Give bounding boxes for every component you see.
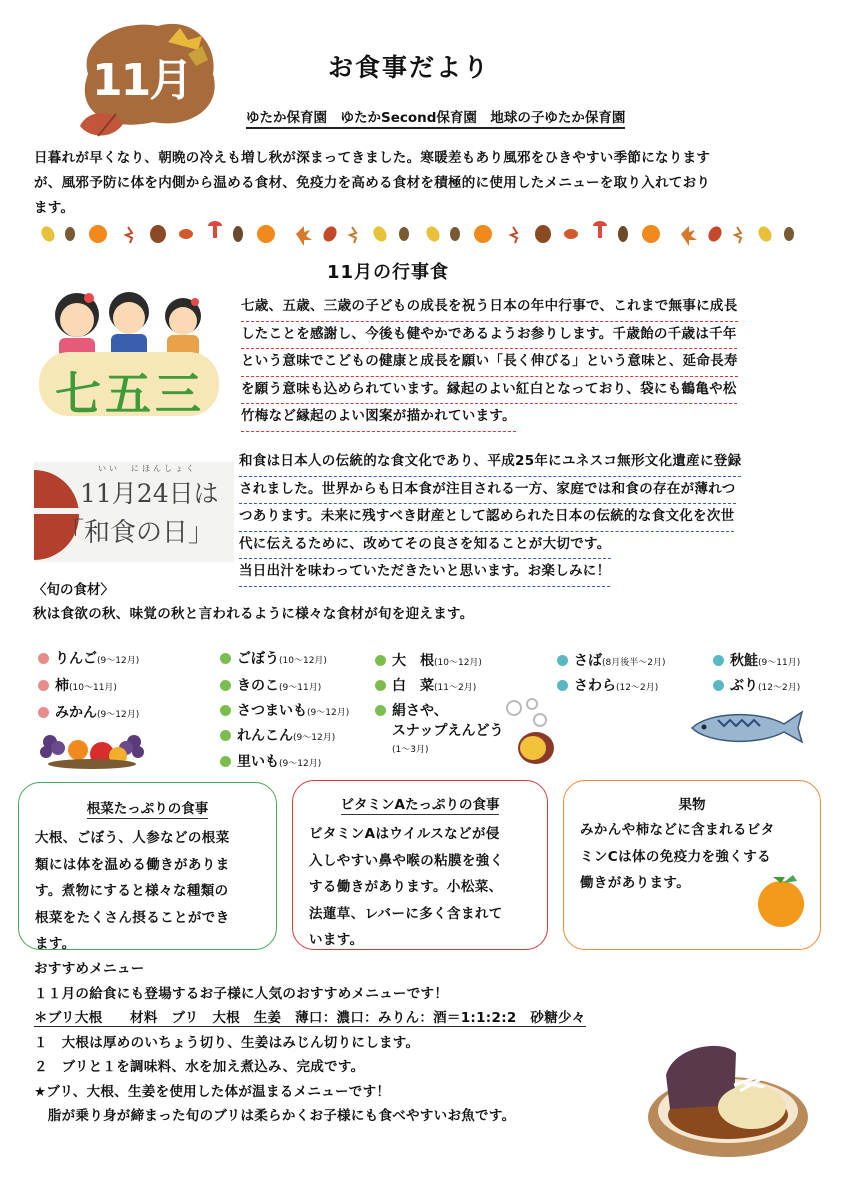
food-item-burdock: ごぼう(10～12月) (220, 648, 327, 668)
washoku-ruby: いい にほんしょく (98, 464, 197, 473)
food-item-lotus-root: れんこん(9～12月) (220, 725, 335, 745)
info-box-vitamin-a (292, 780, 548, 950)
autumn-leaf-border (40, 221, 810, 247)
baked-sweet-potato-icon (500, 698, 558, 768)
food-item-autumn-salmon: 秋鮭(9～11月) (713, 650, 800, 670)
food-item-persimmon: 柿(10～11月) (38, 675, 117, 695)
school-names: ゆたか保育園 ゆたかSecond保育園 地球の子ゆたか保育園 (246, 106, 625, 126)
info-box-title: 根菜たっぷりの食事 (86, 801, 209, 817)
shichigosan-text: 七歳、五歳、三歳の子どもの成長を祝う日本の年中行事で、これまで無事に成長 したことを感謝し、今後も健やかであるようお参りします。千歳飴の千歳は千年 という意味でこどもの健康と成長を願い「長く伸びる」という意味と、延命長寿 を願う意味も込められています。縁起のよい紅白となっており、袋にも鶴亀や松 竹梅など縁起のよい図案が描かれています。 (241, 294, 811, 432)
info-box-fruit (563, 780, 821, 950)
washoku-day-name: 「和食の日」 (58, 518, 215, 548)
intro-text: 日暮れが早くなり、朝晩の冷えも増し秋が深まってきました。寒暖差もあり風邪をひきやすい季節になります が、風邪予防に体を内側から温める食材、免疫力を高める食材を積極的に使用したメニューを取り入れており ます。 (34, 150, 711, 216)
mikan-icon (752, 873, 810, 929)
food-item-snow-pea: 絹さや、 (375, 700, 448, 720)
seasonal-heading: 〈旬の食材〉 (33, 582, 114, 598)
food-item-spanish-mackerel: さわら(12～2月) (557, 675, 658, 695)
event-heading: 11月の行事食 (327, 262, 450, 283)
month-badge: 11月 (92, 55, 192, 106)
shichigosan-badge: 七五三 (55, 367, 205, 421)
food-item-mikan: みかん(9～12月) (38, 702, 139, 722)
washoku-text: 和食は日本人の伝統的な食文化であり、平成25年にユネスコ無形文化遺産に登録 されました。世界からも日本食が注目される一方、家庭では和食の存在が薄れつ つあります。未来に残すべき財産として認められた日本の伝統的な食文化を次世 代に伝えるために、改めてその良さを知ることが大切です。 当日出汁を味わっていただきたいと思います。お楽しみに！ (239, 449, 809, 587)
food-item-daikon: 大 根(10～12月) (375, 650, 482, 670)
info-box-body: ビタミンAはウイルスなどが侵 入しやすい鼻や喉の粘膜を強く する働きがあります。小松菜、 法蓮草、レバーに多く含まれて います。 (309, 826, 504, 948)
food-item-mushroom: きのこ(9～11月) (220, 675, 321, 695)
buri-daikon-dish-illustration (644, 1035, 812, 1160)
info-box-title: 果物 (678, 797, 706, 813)
menu-heading: おすすめメニュー (34, 961, 145, 977)
food-item-napa-cabbage: 白 菜(11～2月) (375, 675, 476, 695)
fruit-basket-illustration (38, 724, 148, 770)
info-box-body: みかんや柿などに含まれるビタ ミンCは体の免疫力を強くする 働きがあります。 (580, 822, 775, 891)
food-item-snap-pea: スナップえんどう (392, 723, 504, 739)
page-title: お食事だより (328, 53, 491, 82)
food-item-snap-pea-period: (1～3月) (392, 745, 429, 755)
food-item-apple: りんご(9～12月) (38, 648, 139, 668)
info-box-body: 大根、ごぼう、人参などの根菜 類には体を温める働きがありま す。煮物にすると様々な種類の 根菜をたくさん摂ることができ ます。 (35, 830, 230, 952)
food-item-yellowtail: ぶり(12～2月) (713, 675, 800, 695)
food-item-taro: 里いも(9～12月) (220, 751, 321, 771)
info-box-root-vegetables (18, 782, 277, 950)
seasonal-desc: 秋は食欲の秋、味覚の秋と言われるように様々な食材が旬を迎えます。 (33, 606, 474, 622)
food-item-mackerel: さば(8月後半～2月) (557, 650, 665, 670)
food-item-sweet-potato: さつまいも(9～12月) (220, 700, 349, 720)
info-box-title: ビタミンAたっぷりの食事 (340, 797, 500, 813)
washoku-date: 11月24日は (80, 479, 219, 508)
recommended-menu: おすすめメニュー １１月の給食にも登場するお子様に人気のおすすめメニューです！ ＊ブリ大根 材料 ブリ 大根 生姜 薄口：濃口：みりん：酒＝1:1:2:2 砂糖少々 １ 大根は厚めのいちょう切り、生姜はみじん切りにします。 ２ ブリと１を調味料、水を加え煮込み、完成です。 ★ブリ、大根、生姜を使用した体が温まるメニューです！ 脂が乗り身が締まった旬のブリは柔らかくお子様にも食べやすいお魚です。 (34, 957, 684, 1129)
mackerel-fish-illustration (688, 706, 806, 748)
